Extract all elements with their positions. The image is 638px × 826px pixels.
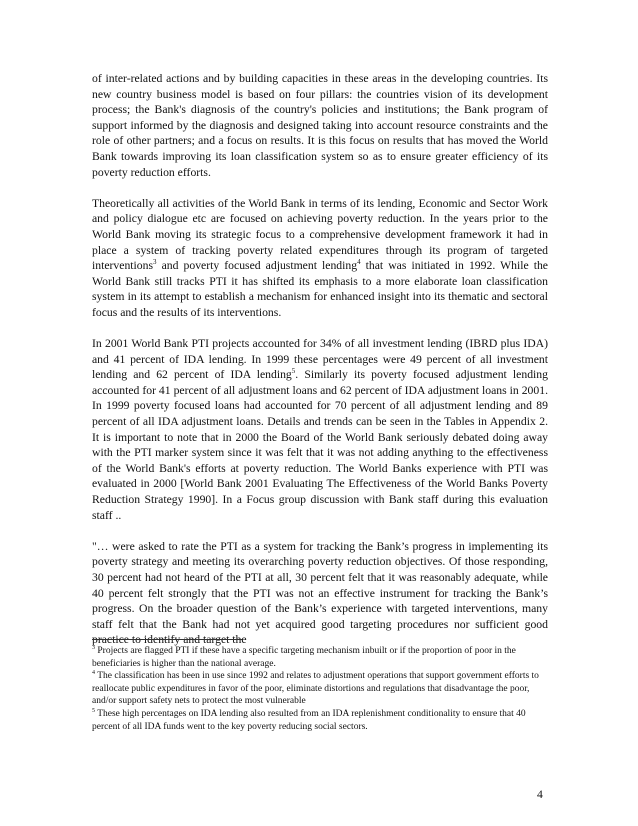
footnote-number: 4 bbox=[92, 670, 95, 677]
paragraph-1-text: of inter-related actions and by building capacities in these areas in the developing countries. Its new country business model is based on four pillars: the countries vision of its development process; the Bank's diagnosis of the country's policies and institutions; the Bank program of support informed by the diagnosis and designed taking into account resource constraints and the role of other partners; and a focus on results. It is this focus on results that has moved the World Bank towards improving its loan classification system so as to ensure greater efficiency of its poverty reduction efforts. bbox=[92, 72, 548, 179]
paragraph-3 bbox=[92, 336, 548, 523]
footnote-number: 3 bbox=[92, 644, 95, 651]
footnotes bbox=[92, 645, 548, 733]
paragraph-2-text-b: and poverty focused adjustment lending bbox=[156, 259, 358, 273]
paragraph-3-text-b: . Similarly its poverty focused adjustment lending accounted for 41 percent of all adjustment loans and 62 percent of IDA adjustment loans in 2001. In 1999 poverty focused loans had accounted for 70 percent of all adjustment lending and 89 percent of all IDA adjustment loans. Details and trends can be seen in the Tables in Appendix 2. It is important to note that in 2000 the Board of the World Bank seriously debated doing away with the PTI marker system since it was felt that it was not adding anything to the effectiveness of the World Bank's efforts at poverty reduction. The World Banks experience with PTI was evaluated in 2000 [World Bank 2001 Evaluating The Effectiveness of the World Banks Poverty Reduction Strategy 1990]. In a Focus group discussion with Bank staff during this evaluation staff .. bbox=[92, 368, 548, 522]
footnote-ref-4[interactable]: 4 bbox=[357, 258, 361, 267]
paragraph-2-text-a: Theoretically all activities of the World Bank in terms of its lending, Economic and Sector Work and policy dialogue etc are focused on achieving poverty reduction. In the years prior to the World Bank moving its strategic focus to a comprehensive development framework it had in place a system of tracking poverty related expenditures through its program of targeted interventions bbox=[92, 196, 548, 273]
footnote-text: Projects are flagged PTI if these have a specific targeting mechanism inbuilt or if the proportion of poor in the beneficiaries is higher than the national average. bbox=[92, 646, 516, 669]
footnote-text: These high percentages on IDA lending also resulted from an IDA replenishment conditionality to ensure that 40 percent of all IDA funds went to the key poverty reducing social sectors. bbox=[92, 708, 526, 732]
paragraph-3-text-a: In 2001 World Bank PTI projects accounted for 34% of all investment lending (IBRD plus IDA) and 41 percent of IDA lending. In 1999 these percentages were 49 percent of all investment lending and 62 percent of IDA lending bbox=[92, 337, 548, 382]
paragraph-1 bbox=[92, 71, 548, 180]
footnote-ref-3[interactable]: 3 bbox=[153, 258, 157, 267]
footnote-4 bbox=[92, 670, 548, 708]
paragraph-2-text-c: that was initiated in 1992. While the World Bank still tracks PTI it has shifted its emphasis to a more elaborate loan classification system in its attempt to establish a mechanism for enhanced insight into its thematic and sectoral focus and the results of its interventions. bbox=[92, 259, 548, 319]
footnote-5 bbox=[92, 708, 548, 733]
footnote-ref-5[interactable]: 5 bbox=[291, 367, 296, 376]
paragraph-2 bbox=[92, 196, 548, 321]
paragraph-4-quote bbox=[92, 539, 548, 648]
footnote-3 bbox=[92, 645, 548, 670]
footnote-text: The classification has been in use since 1992 and relates to adjustment operations that support government efforts to reallocate public expenditures in favor of the poor, eliminate distortions and regulations that disadvantage the poor, and/or support safety nets to protect the most vulnerable bbox=[92, 671, 539, 707]
footnote-separator bbox=[92, 639, 242, 640]
page-number: 4 bbox=[537, 788, 543, 801]
footnote-number: 5 bbox=[92, 707, 95, 714]
paragraph-4-text: "… were asked to rate the PTI as a system for tracking the Bank’s progress in implementing its poverty strategy and meeting its overarching poverty reduction objectives. Of those responding, 30 percent had not heard of the PTI at all, 30 percent felt that it was reasonably adequate, while 40 percent felt strongly that the PTI was not an effective instrument for tracking the Bank’s progress. On the broader question of the Bank’s experience with targeted interventions, many staff felt that the Bank had not yet acquired good targeting procedures nor sufficient good practice to identify and target the bbox=[92, 539, 548, 647]
body-text bbox=[92, 71, 548, 664]
